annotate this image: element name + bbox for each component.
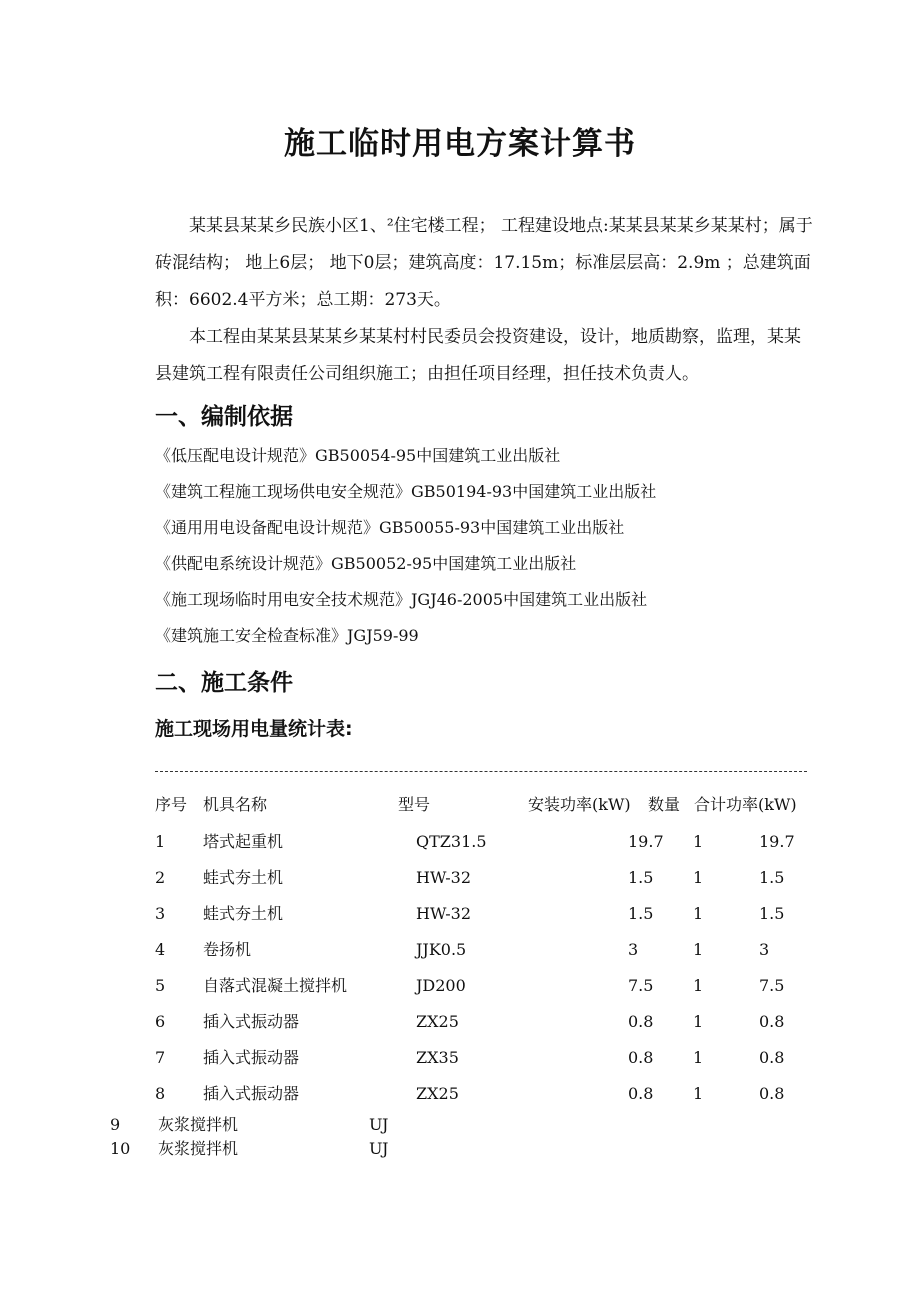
row-power: 3 [628, 940, 639, 959]
row-qty: 1 [693, 1084, 704, 1103]
row-name: 插入式振动器 [203, 1048, 300, 1067]
row-name: 塔式起重机 [203, 832, 284, 851]
row-name: 蛙式夯土机 [203, 904, 284, 923]
table-title: 施工现场用电量统计表: [155, 718, 353, 740]
intro-paragraph-1 [155, 208, 815, 319]
document-title: 施工临时用电方案计算书 [284, 126, 636, 162]
row-qty: 1 [693, 976, 704, 995]
row-qty: 1 [693, 940, 704, 959]
intro-text-1: 某某县某某乡民族小区1、²住宅楼工程； 工程建设地点:某某县某某乡某某村；属于砖混结构； 地上6层； 地下0层；建筑高度：17.15m；标准层层高：2.9m ；总建筑面积：6602.4平方米；总工期：273天。 [155, 216, 813, 310]
row-model: ZX35 [416, 1048, 459, 1067]
row-total: 7.5 [759, 976, 785, 995]
row-no: 10 [110, 1139, 131, 1158]
intro-text-2: 本工程由某某县某某乡某某村村民委员会投资建设，设计，地质勘察，监理，某某县建筑工程有限责任公司组织施工；由担任项目经理，担任技术负责人。 [155, 327, 801, 384]
table-row [0, 896, 920, 932]
row-name: 灰浆搅拌机 [158, 1115, 239, 1134]
row-power: 1.5 [628, 904, 654, 923]
row-total: 0.8 [759, 1012, 785, 1031]
row-model: UJ [369, 1139, 389, 1158]
table-row [0, 860, 920, 896]
section-heading-conditions: 二、施工条件 [155, 670, 293, 696]
table-row [0, 824, 920, 860]
table-row [0, 932, 920, 968]
row-model: JJK0.5 [416, 940, 467, 959]
row-name: 蛙式夯土机 [203, 868, 284, 887]
row-model: JD200 [416, 976, 466, 995]
row-total: 19.7 [759, 832, 795, 851]
row-power: 0.8 [628, 1012, 654, 1031]
table-row [0, 1113, 920, 1137]
row-power: 19.7 [628, 832, 664, 851]
row-qty: 1 [693, 1012, 704, 1031]
header-power: 安装功率(kW) [528, 795, 631, 814]
row-power: 7.5 [628, 976, 654, 995]
row-name: 卷扬机 [203, 940, 252, 959]
row-no: 4 [155, 940, 166, 959]
row-name: 灰浆搅拌机 [158, 1139, 239, 1158]
reference-item: 《施工现场临时用电安全技术规范》JGJ46-2005中国建筑工业出版社 [155, 590, 648, 609]
table-row [0, 1040, 920, 1076]
header-total: 合计功率(kW) [694, 795, 797, 814]
row-no: 3 [155, 904, 166, 923]
header-no: 序号 [155, 795, 188, 814]
row-no: 1 [155, 832, 166, 851]
row-qty: 1 [693, 832, 704, 851]
row-name: 自落式混凝土搅拌机 [203, 976, 348, 995]
table-row [0, 1004, 920, 1040]
reference-list [155, 438, 835, 654]
row-qty: 1 [693, 868, 704, 887]
row-name: 插入式振动器 [203, 1012, 300, 1031]
row-model: ZX25 [416, 1084, 459, 1103]
row-no: 6 [155, 1012, 166, 1031]
row-model: UJ [369, 1115, 389, 1134]
row-power: 1.5 [628, 868, 654, 887]
row-qty: 1 [693, 904, 704, 923]
row-qty: 1 [693, 1048, 704, 1067]
row-total: 0.8 [759, 1048, 785, 1067]
row-no: 8 [155, 1084, 166, 1103]
row-total: 1.5 [759, 868, 785, 887]
table-row [0, 968, 920, 1004]
row-power: 0.8 [628, 1084, 654, 1103]
row-model: HW-32 [416, 904, 471, 923]
dashed-divider [155, 755, 807, 772]
reference-item: 《通用用电设备配电设计规范》GB50055-93中国建筑工业出版社 [155, 518, 625, 537]
reference-item: 《建筑工程施工现场供电安全规范》GB50194-93中国建筑工业出版社 [155, 482, 657, 501]
row-no: 7 [155, 1048, 166, 1067]
reference-item: 《建筑施工安全检查标准》JGJ59-99 [155, 626, 419, 645]
row-total: 3 [759, 940, 770, 959]
row-no: 5 [155, 976, 166, 995]
row-model: QTZ31.5 [416, 832, 487, 851]
row-model: HW-32 [416, 868, 471, 887]
row-total: 0.8 [759, 1084, 785, 1103]
row-total: 1.5 [759, 904, 785, 923]
reference-item: 《低压配电设计规范》GB50054-95中国建筑工业出版社 [155, 446, 561, 465]
header-qty: 数量 [648, 795, 681, 814]
row-name: 插入式振动器 [203, 1084, 300, 1103]
reference-item: 《供配电系统设计规范》GB50052-95中国建筑工业出版社 [155, 554, 577, 573]
header-name: 机具名称 [203, 795, 268, 814]
row-no: 9 [110, 1115, 121, 1134]
row-model: ZX25 [416, 1012, 459, 1031]
section-heading-basis: 一、编制依据 [155, 404, 293, 430]
table-row [0, 1137, 920, 1161]
header-model: 型号 [398, 795, 431, 814]
intro-paragraph-2 [155, 319, 815, 393]
row-power: 0.8 [628, 1048, 654, 1067]
table-row [0, 1076, 920, 1112]
table-header-row [0, 787, 920, 823]
row-no: 2 [155, 868, 166, 887]
